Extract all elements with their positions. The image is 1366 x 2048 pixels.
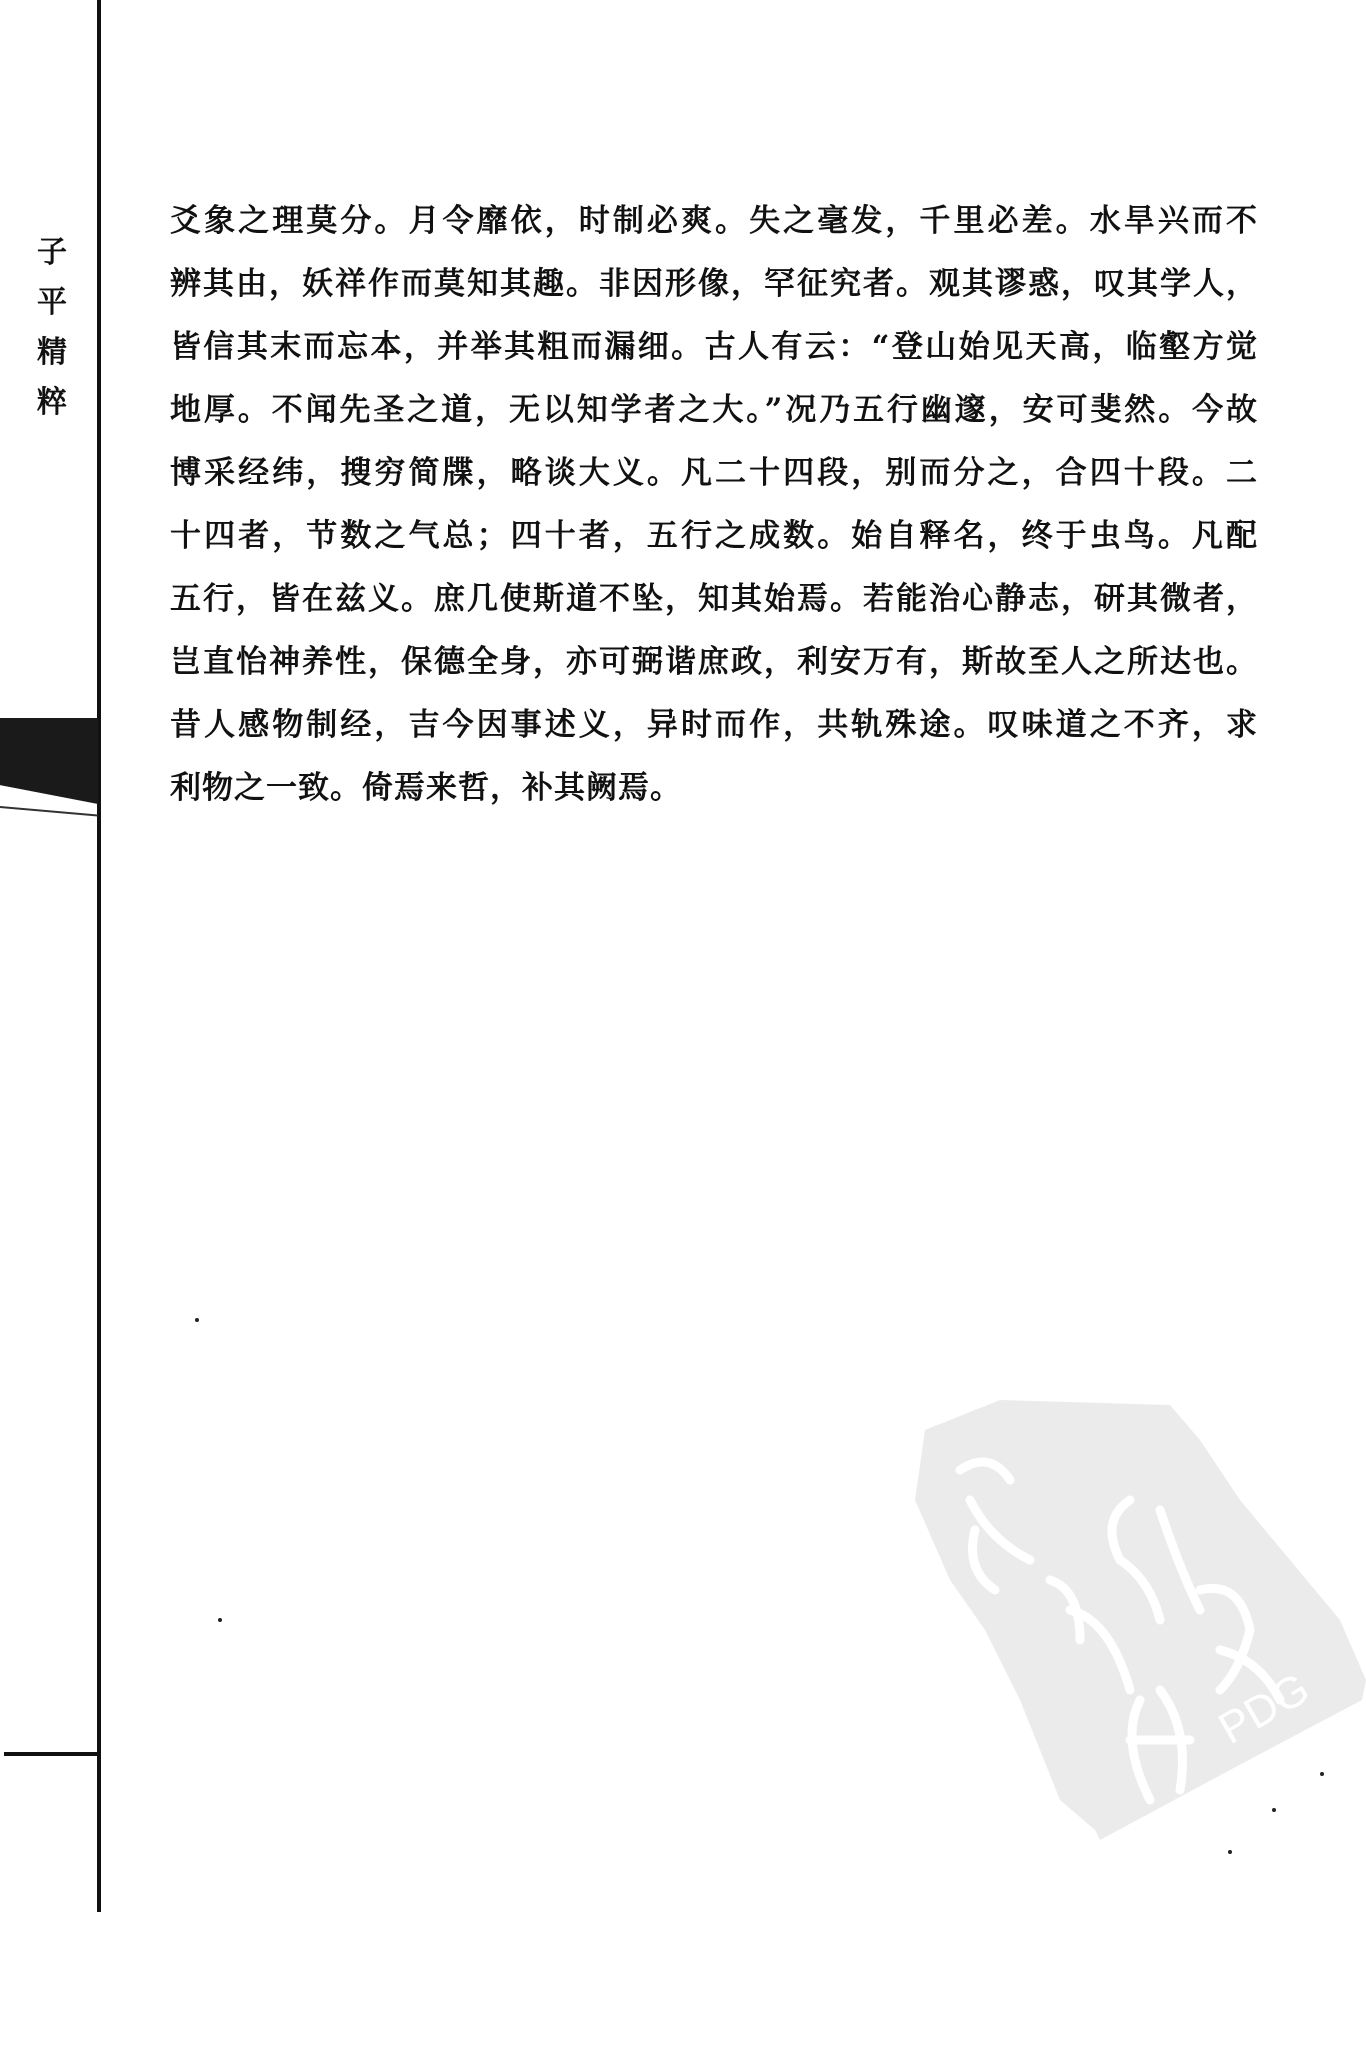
scan-speck xyxy=(1228,1850,1232,1854)
text-line: 利物之一致。倚焉来哲，补其阙焉。 xyxy=(170,770,682,806)
tab-edge-line xyxy=(0,806,98,817)
text-line: 博采经纬，搜穷简牒，略谈大义。凡二十四段，别而分之，合四十段。二 xyxy=(170,455,1258,491)
scan-speck xyxy=(1272,1808,1276,1812)
title-char: 子 xyxy=(37,235,67,270)
text-line: 辨其由，妖祥作而莫知其趣。非因形像，罕征究者。观其谬惑，叹其学人， xyxy=(170,266,1258,302)
seal-watermark xyxy=(900,1390,1366,1850)
running-header-vertical-title xyxy=(32,228,72,428)
text-line: 皆信其末而忘本，并举其粗而漏细。古人有云：“登山始见天高，临壑方觉 xyxy=(170,329,1258,365)
title-char: 粹 xyxy=(37,385,67,420)
title-char: 精 xyxy=(37,335,67,370)
text-line: 昔人感物制经，吉今因事述义，异时而作，共轨殊途。叹味道之不齐，求 xyxy=(170,707,1258,743)
text-line: 岂直怡神养性，保德全身，亦可弼谐庶政，利安万有，斯故至人之所达也。 xyxy=(170,644,1258,680)
page-margin-rule xyxy=(97,0,101,1912)
title-char: 平 xyxy=(37,285,67,320)
text-line: 五行，皆在兹义。庶几使斯道不坠，知其始焉。若能治心静志，研其微者， xyxy=(170,581,1258,617)
watermark-label: PDG xyxy=(1210,1663,1318,1754)
text-line: 地厚。不闻先圣之道，无以知学者之大。”况乃五行幽邃，安可斐然。今故 xyxy=(170,392,1258,428)
thumb-index-tab xyxy=(0,718,98,804)
scan-speck xyxy=(195,1318,199,1322)
scan-speck xyxy=(1320,1772,1324,1776)
margin-tick-rule xyxy=(4,1752,100,1756)
scan-speck xyxy=(218,1618,222,1622)
text-line: 爻象之理莫分。月令靡依，时制必爽。失之毫发，千里必差。水旱兴而不 xyxy=(170,203,1258,239)
text-line: 十四者，节数之气总；四十者，五行之成数。始自释名，终于虫鸟。凡配 xyxy=(170,518,1258,554)
body-text xyxy=(170,190,1258,820)
